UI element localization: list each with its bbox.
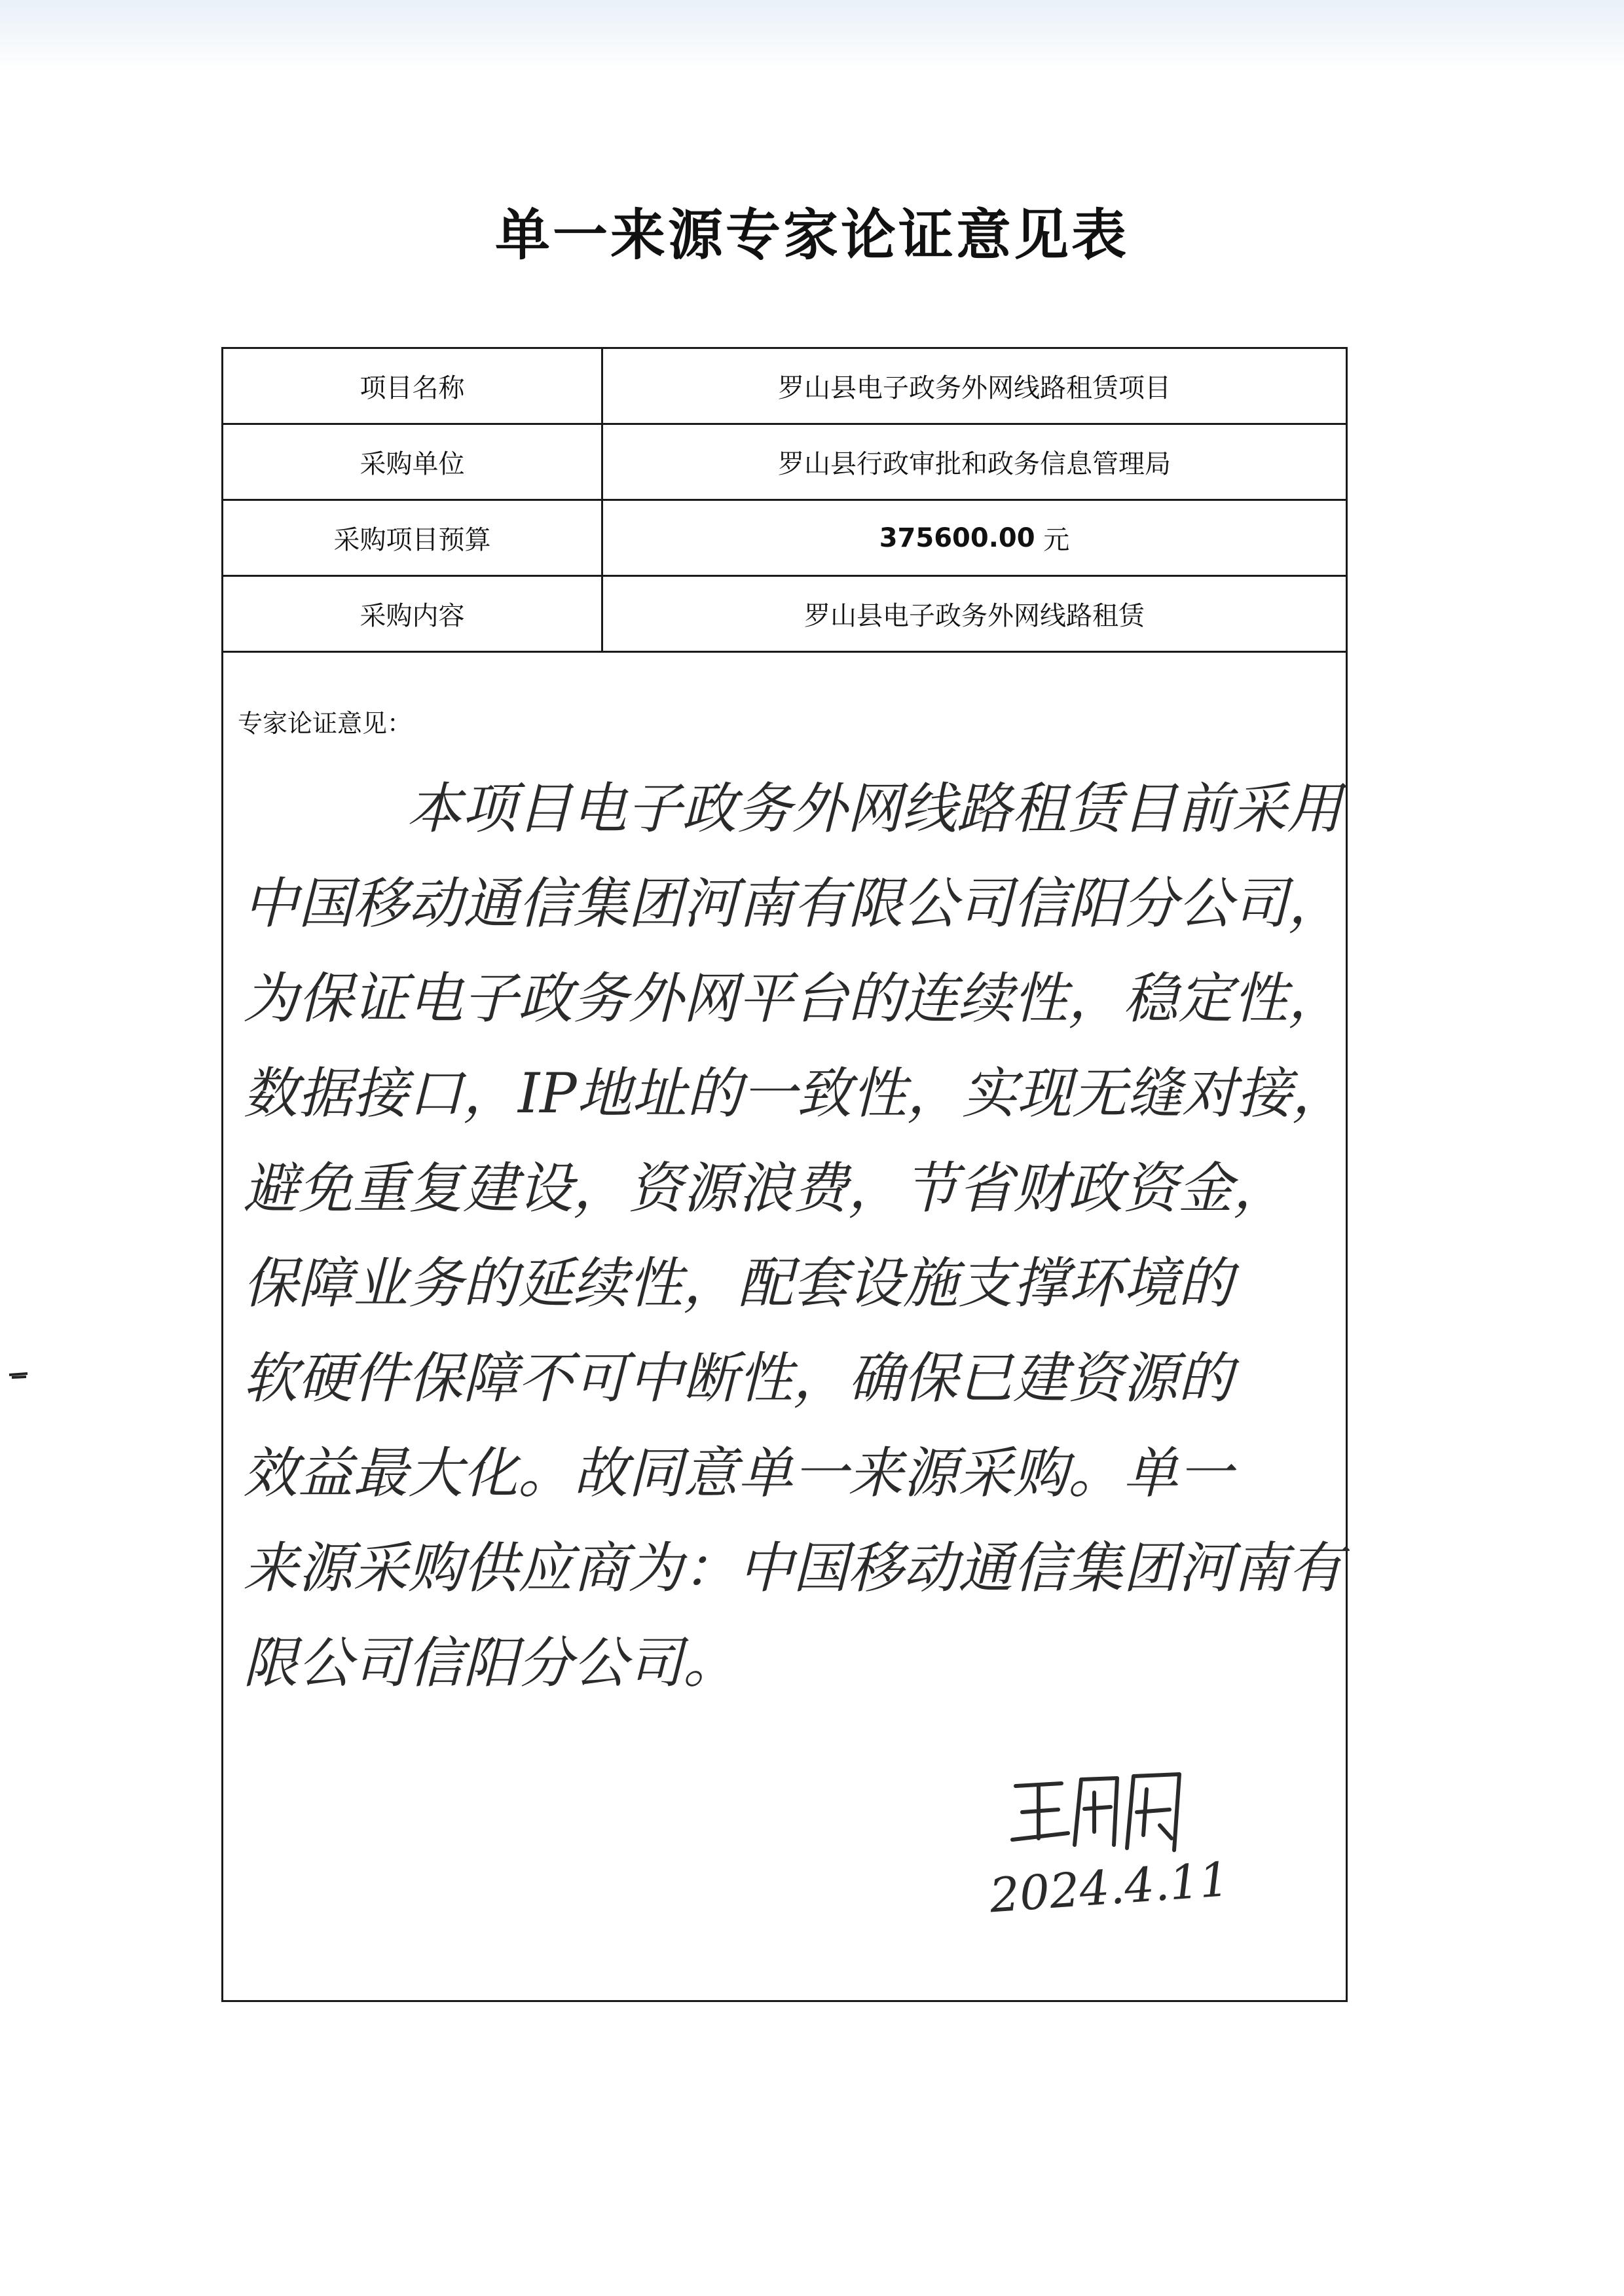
handwritten-line: 效益最大化。故同意单一来源采购。单一	[243, 1441, 1234, 1505]
expert-signature	[1003, 1760, 1199, 1858]
handwritten-line: 为保证电子政务外网平台的连续性，稳定性，	[243, 966, 1344, 1030]
handwritten-line: 避免重复建设，资源浪费，节省财政资金，	[243, 1156, 1289, 1220]
row-label: 采购内容	[223, 577, 603, 651]
handwritten-line: 保障业务的延续性，配套设施支撑环境的	[243, 1251, 1234, 1315]
handwritten-line: 软硬件保障不可中断性，确保已建资源的	[243, 1346, 1234, 1410]
table-row	[223, 425, 1346, 501]
budget-unit: 元	[1043, 525, 1070, 555]
handwritten-line: 限公司信阳分公司。	[243, 1631, 739, 1695]
opinion-form	[221, 347, 1348, 2002]
handwritten-line: 本项目电子政务外网线路租赁目前采用	[407, 776, 1342, 841]
page-title: 单一来源专家论证意见表	[494, 203, 1129, 267]
handwritten-line: 数据接口，IP地址的一致性，实现无缝对接，	[243, 1061, 1347, 1125]
row-value: 罗山县行政审批和政务信息管理局	[778, 449, 1171, 479]
table-row	[223, 577, 1346, 653]
scan-artifact-mark	[8, 1370, 34, 1379]
handwritten-line: 中国移动通信集团河南有限公司信阳分公司，	[243, 871, 1344, 936]
opinion-label: 专家论证意见：	[238, 709, 413, 738]
signature-date	[983, 1851, 1232, 1923]
row-label: 采购单位	[223, 425, 603, 499]
scan-edge-band	[0, 0, 1624, 72]
row-label: 项目名称	[223, 349, 603, 423]
handwritten-opinion	[243, 761, 1347, 1711]
budget-value	[603, 501, 1346, 575]
table-row	[223, 349, 1346, 425]
handwritten-line: 来源采购供应商为：中国移动通信集团河南有	[243, 1536, 1344, 1600]
budget-amount: 375600.00	[879, 522, 1035, 553]
row-label: 采购项目预算	[223, 501, 603, 575]
row-value: 罗山县电子政务外网线路租赁项目	[778, 373, 1171, 403]
row-value: 罗山县电子政务外网线路租赁	[804, 601, 1145, 631]
signature-date-text: 2024.4.11	[987, 1851, 1231, 1923]
table-row	[223, 501, 1346, 577]
